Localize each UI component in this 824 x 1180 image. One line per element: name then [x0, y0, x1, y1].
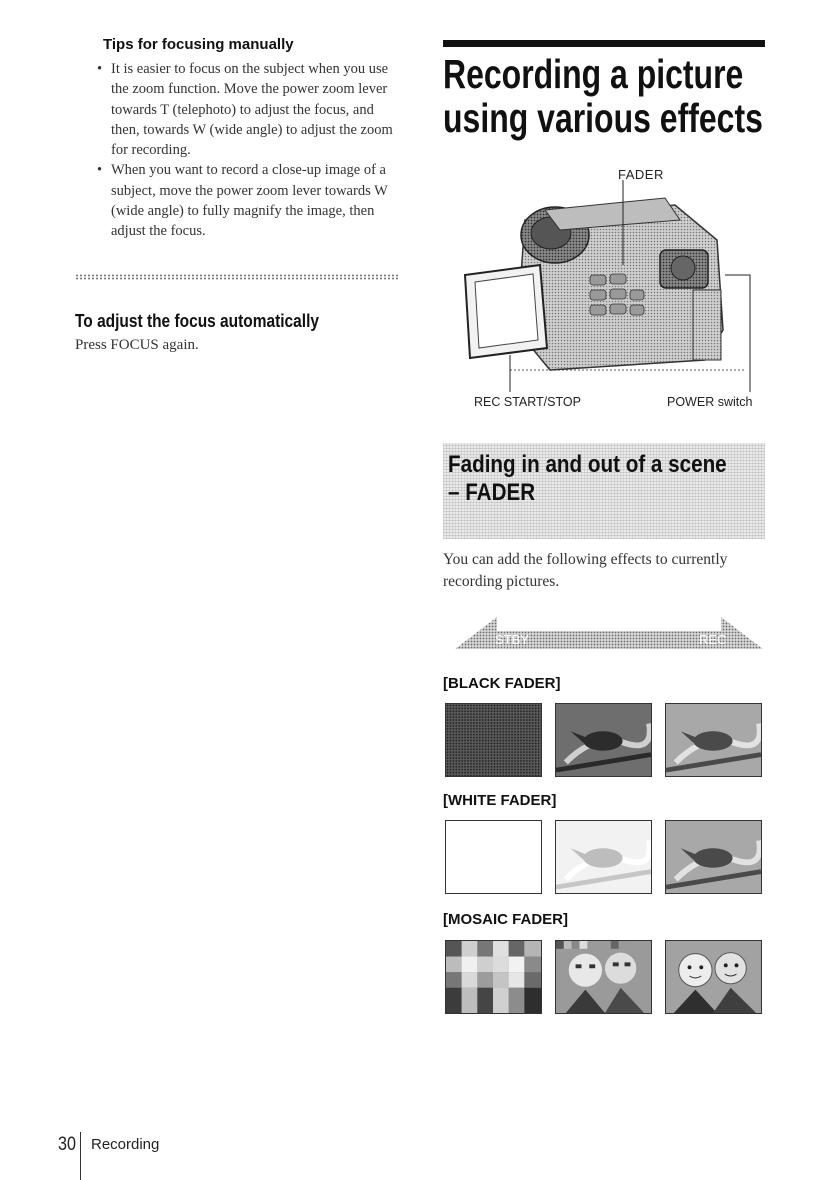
mosaic-fader-frame-2: [555, 940, 652, 1014]
list-item: [95, 160, 405, 241]
arrow-start-label: STBY: [495, 632, 529, 647]
white-fader-frame-2: [555, 820, 652, 894]
section-heading-line1: Fading in and out of a scene: [448, 451, 727, 478]
rec-start-stop-label: REC START/STOP: [474, 395, 581, 409]
mosaic-fader-frame-3: [665, 940, 762, 1014]
camcorder-illustration: [455, 180, 760, 395]
mosaic-fader-frame-1: [445, 940, 542, 1014]
stby-rec-arrow: [455, 607, 763, 663]
list-item: [95, 59, 405, 160]
black-fader-frame-1: [445, 703, 542, 777]
dark-frame-icon: [446, 704, 541, 776]
tip-text: It is easier to focus on the subject when you use the zoom function. Move the power zoom lever towards T (telephoto) to adjust the focus, and then, towards W (wide angle) to adjust the zoom for recording.: [111, 61, 393, 159]
subsection-body: Press FOCUS again.: [75, 337, 199, 353]
children-mosaic-icon: [556, 941, 651, 1013]
bird-image-icon: [666, 821, 761, 893]
intro-text: You can add the following effects to currently recording pictures.: [443, 551, 728, 590]
dotted-divider: [75, 274, 399, 280]
page-title: Recording a picture using various effects: [443, 51, 763, 141]
white-fader-label: [WHITE FADER]: [443, 792, 557, 809]
children-mosaic-icon: [446, 941, 541, 1013]
bullet-icon: •: [97, 162, 103, 179]
arrow-end-label: REC: [699, 632, 727, 647]
black-fader-frame-2: [555, 703, 652, 777]
subsection-heading: To adjust the focus automatically: [75, 311, 319, 331]
blank-frame-icon: [446, 821, 541, 893]
bird-image-icon: [556, 821, 651, 893]
bullet-icon: •: [97, 61, 103, 77]
children-image-icon: [666, 941, 761, 1013]
footer-divider: [80, 1132, 81, 1180]
black-fader-frame-3: [665, 703, 762, 777]
title-rule: [443, 40, 765, 47]
camcorder-icon: [455, 180, 760, 395]
white-fader-frame-3: [665, 820, 762, 894]
tip-text: When you want to record a close-up image of a subject, move the power zoom lever towards W (wide angle) to fully magnify the image, then adjust the focus.: [111, 162, 388, 240]
black-fader-label: [BLACK FADER]: [443, 675, 561, 692]
white-fader-frame-1: [445, 820, 542, 894]
section-heading-line2: – FADER: [448, 479, 536, 506]
fader-button-label: FADER: [618, 167, 664, 182]
bird-image-icon: [666, 704, 761, 776]
section-heading: [448, 451, 792, 507]
footer-section-name: Recording: [91, 1136, 160, 1153]
tips-heading: Tips for focusing manually: [103, 36, 294, 53]
page-number: 30: [58, 1134, 76, 1155]
mosaic-fader-label: [MOSAIC FADER]: [443, 911, 568, 928]
power-switch-label: POWER switch: [667, 395, 753, 409]
double-arrow-icon: [455, 607, 763, 663]
tips-list: [95, 59, 405, 242]
bird-image-icon: [556, 704, 651, 776]
